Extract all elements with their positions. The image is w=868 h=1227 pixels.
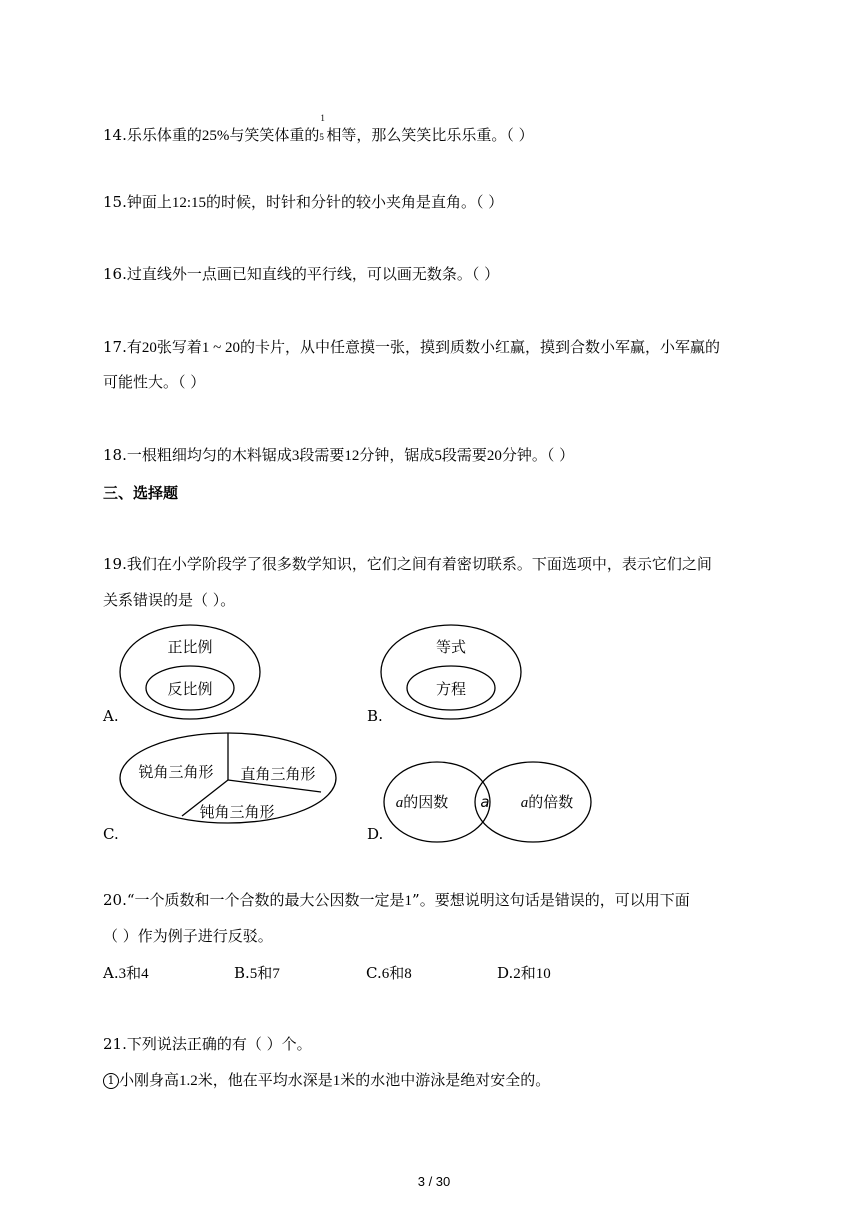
q20-option-b[interactable] — [234, 962, 280, 983]
q18-text-3: 分钟，锯成 — [359, 446, 435, 464]
q21-item1-num-2: 1 — [332, 1073, 341, 1089]
option-a-label[interactable]: A. — [103, 707, 119, 725]
q17-text-4: 可能性大。（ ） — [103, 373, 206, 391]
option-c-label[interactable]: C. — [103, 825, 119, 843]
option-num-1: 3 — [118, 966, 127, 982]
question-17 — [103, 337, 720, 358]
q21-item1-text-2: 米，他在平均水深是 — [197, 1071, 333, 1089]
q19-text-1: 19.我们在小学阶段学了很多数学知识，它们之间有着密切联系。下面选项中，表示它们之间 — [103, 555, 712, 573]
q17-range: 1 ~ 20 — [201, 340, 240, 356]
q15-time: 12:15 — [171, 195, 207, 211]
q21-text-1: 21.下列说法正确的有（ ）个。 — [103, 1035, 312, 1053]
q14-text-1: 14.乐乐体重的 — [103, 126, 202, 144]
q20-option-c[interactable] — [366, 962, 412, 983]
option-d-right-label: a的倍数 — [520, 793, 574, 811]
option-b-outer-label: 等式 — [435, 638, 467, 656]
q20-text-2: ”。要想说明这句话是错误的，可以用下面 — [412, 891, 690, 909]
q16-text: 16.过直线外一点画已知直线的平行线，可以画无数条。（ ） — [103, 265, 500, 283]
option-label: C. — [366, 964, 382, 982]
q17-count: 20 — [141, 340, 157, 356]
page-number: 3 / 30 — [417, 1174, 451, 1189]
option-c-part-1: 锐角三角形 — [138, 763, 214, 781]
option-label: A. — [103, 964, 119, 982]
option-num-1: 6 — [381, 966, 390, 982]
q21-item1-text-3: 米的水池中游泳是绝对安全的。 — [340, 1071, 551, 1089]
question-15 — [103, 192, 503, 213]
option-num-1: 2 — [513, 966, 521, 982]
option-d-label[interactable]: D. — [367, 825, 384, 843]
option-a-outer-label: 正比例 — [167, 638, 213, 656]
q14-percent: 25% — [201, 128, 230, 144]
fraction-numerator: 1 — [320, 113, 325, 123]
option-c-diagram[interactable] — [120, 733, 336, 823]
q18-text-1: 18.一根粗细均匀的木料锯成 — [103, 446, 292, 464]
question-18 — [103, 445, 574, 466]
option-b-label[interactable]: B. — [367, 707, 383, 725]
question-20 — [103, 890, 690, 911]
q17-text-3: 的卡片，从中任意摸一张，摸到质数小红赢，摸到合数小军赢，小军赢的 — [240, 338, 721, 356]
question-14 — [103, 113, 534, 147]
option-and: 和 — [389, 964, 405, 982]
option-num-2: 4 — [141, 966, 149, 982]
q14-fraction — [319, 113, 326, 147]
q20-option-d[interactable] — [497, 962, 551, 983]
question-20-line-2 — [103, 926, 273, 946]
option-c-part-3: 钝角三角形 — [199, 803, 275, 821]
q19-text-2: 关系错误的是（ ）。 — [103, 591, 236, 609]
q15-text-2: 的时候，时针和分针的较小夹角是直角。（ ） — [206, 193, 504, 211]
circled-number: 1 — [103, 1073, 119, 1089]
q21-item1-text-1: 小刚身高 — [119, 1071, 180, 1089]
q18-num-2: 12 — [344, 448, 360, 464]
option-num-2: 10 — [535, 966, 551, 982]
q18-num-3: 5 — [434, 448, 442, 464]
q18-text-4: 段需要 — [441, 446, 487, 464]
option-and: 和 — [520, 964, 536, 982]
section-heading: 三、选择题 — [103, 484, 179, 502]
option-a-diagram[interactable] — [120, 625, 260, 719]
option-b-inner-label: 方程 — [435, 680, 467, 698]
q18-num-1: 3 — [291, 448, 300, 464]
option-label: D. — [497, 964, 514, 982]
question-17-line-2 — [103, 372, 205, 392]
option-c-part-2: 直角三角形 — [240, 765, 316, 783]
q20-option-a[interactable] — [103, 962, 149, 983]
q21-item1-num-1: 1.2 — [179, 1073, 198, 1089]
q20-num: 1 — [404, 893, 413, 909]
option-num-2: 8 — [404, 966, 412, 982]
fraction-denominator: 5 — [319, 132, 324, 142]
option-b-diagram[interactable] — [381, 625, 521, 719]
q17-text-2: 张写着 — [156, 338, 202, 356]
option-num-2: 7 — [272, 966, 280, 982]
question-19-line-2 — [103, 590, 235, 610]
option-d-left-label: a的因数 — [395, 793, 449, 811]
q15-text-1: 15.钟面上 — [103, 193, 172, 211]
q17-text-1: 17.有 — [103, 338, 142, 356]
q14-text-2: 与笑笑体重的 — [229, 126, 320, 144]
q18-text-5: 分钟。（ ） — [501, 446, 575, 464]
question-21-item-1 — [103, 1070, 550, 1091]
q20-text-1: 20.“一个质数和一个合数的最大公因数一定是 — [103, 891, 405, 909]
q18-text-2: 段需要 — [299, 446, 345, 464]
option-and: 和 — [126, 964, 142, 982]
option-label: B. — [234, 964, 250, 982]
option-d-diagram[interactable] — [384, 762, 591, 842]
q14-text-3: 相等，那么笑笑比乐乐重。（ ） — [326, 126, 534, 144]
question-21 — [103, 1034, 312, 1054]
option-and: 和 — [257, 964, 273, 982]
option-num-1: 5 — [249, 966, 258, 982]
q18-num-4: 20 — [486, 448, 502, 464]
option-d-mid-label: a — [480, 793, 490, 811]
option-a-inner-label: 反比例 — [167, 680, 213, 698]
question-16 — [103, 264, 499, 284]
q20-text-3: （ ）作为例子进行反驳。 — [103, 927, 273, 945]
question-19 — [103, 554, 712, 574]
q19-diagrams — [0, 620, 868, 860]
